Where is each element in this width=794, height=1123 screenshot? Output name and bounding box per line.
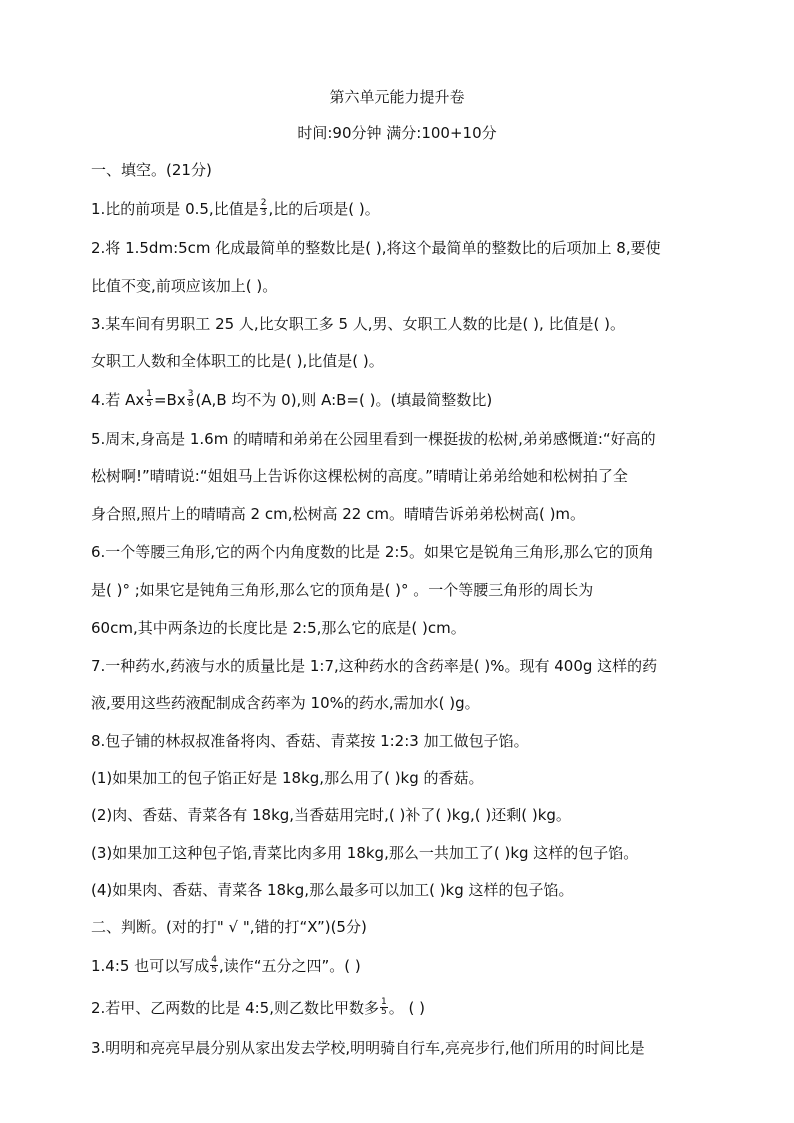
fraction-denominator: 5: [146, 399, 152, 409]
question-1-8-stem: 8.包子铺的林叔叔准备将肉、香菇、青菜按 1:2:3 加工做包子馅。: [91, 732, 529, 750]
q1-text-a: 1.比的前项是 0.5,比值是: [91, 200, 259, 218]
question-1-6-line3: 60cm,其中两条边的长度比是 2:5,那么它的底是( )cm。: [91, 619, 466, 637]
fraction-denominator: 3: [260, 208, 267, 218]
question-2-3-line1: 3.明明和亮亮早晨分别从家出发去学校,明明骑自行车,亮亮步行,他们所用的时间比是: [91, 1039, 645, 1057]
fraction: [210, 956, 218, 975]
fraction-numerator: 3: [187, 389, 194, 399]
question-2-1: [91, 954, 711, 978]
q4-text-b: =Bx: [153, 391, 186, 409]
section-1-heading: 一、填空。(21分): [91, 161, 212, 179]
question-1-5-line3: 身合照,照片上的晴晴高 2 cm,松树高 22 cm。晴晴告诉弟弟松树高( )m。: [91, 505, 586, 523]
question-1-2-line2: 比值不变,前项应该加上( )。: [91, 277, 278, 295]
q1-text-b: ,比的后项是( )。: [268, 200, 380, 218]
question-1-8-sub1: (1)如果加工的包子馅正好是 18kg,那么用了( )kg 的香菇。: [91, 769, 484, 787]
question-1-8-sub4: (4)如果肉、香菇、青菜各 18kg,那么最多可以加工( )kg 这样的包子馅。: [91, 881, 574, 899]
fraction: [260, 199, 268, 218]
question-1-5-line2: 松树啊!”晴晴说:“姐姐马上告诉你这棵松树的高度。”晴晴让弟弟给她和松树拍了全: [91, 467, 628, 485]
s2q2-text-b: 。 ( ): [388, 999, 425, 1017]
fraction-denominator: 5: [381, 1007, 387, 1017]
question-1-7-line2: 液,要用这些药液配制成含药率为 10%的药水,需加水( )g。: [91, 694, 480, 712]
fraction: [187, 390, 195, 409]
s2q2-text-a: 2.若甲、乙两数的比是 4:5,则乙数比甲数多: [91, 999, 379, 1017]
fraction-denominator: 8: [187, 399, 194, 409]
exam-subtitle: 时间:90分钟 满分:100+10分: [297, 124, 497, 142]
question-1-2-line1: 2.将 1.5dm:5cm 化成最简单的整数比是( ),将这个最简单的整数比的后项加上 8,要使: [91, 239, 661, 257]
page-title: 第六单元能力提升卷: [329, 88, 465, 106]
fraction-numerator: 4: [211, 955, 217, 965]
fraction-numerator: 1: [381, 997, 387, 1007]
fraction: [380, 998, 388, 1017]
fraction-denominator: 5: [211, 965, 217, 975]
fraction-numerator: 2: [260, 198, 267, 208]
q4-text-c: (A,B 均不为 0),则 A:B=( )。(填最简整数比): [195, 391, 493, 409]
question-1-6-line1: 6.一个等腰三角形,它的两个内角度数的比是 2:5。如果它是锐角三角形,那么它的顶角: [91, 543, 654, 561]
question-1-1: [91, 197, 711, 221]
question-2-2: [91, 996, 711, 1020]
question-1-8-sub2: (2)肉、香菇、青菜各有 18kg,当香菇用完时,( )补了( )kg,( )还剩( )kg。: [91, 806, 571, 824]
q4-text-a: 4.若 Ax: [91, 391, 145, 409]
question-1-3-line2: 女职工人数和全体职工的比是( ),比值是( )。: [91, 352, 384, 370]
question-1-7-line1: 7.一种药水,药液与水的质量比是 1:7,这种药水的含药率是( )%。现有 400g 这样的药: [91, 657, 658, 675]
fraction-numerator: 1: [146, 389, 152, 399]
question-1-5-line1: 5.周末,身高是 1.6m 的晴晴和弟弟在公园里看到一棵挺拔的松树,弟弟感慨道:“好高的: [91, 430, 656, 448]
fraction: [145, 390, 153, 409]
question-1-6-line2: 是( )° ;如果它是钝角三角形,那么它的顶角是( )° 。一个等腰三角形的周长为: [91, 581, 594, 599]
section-2-heading: 二、判断。(对的打" √ ",错的打“X”)(5分): [91, 918, 367, 936]
question-1-8-sub3: (3)如果加工这种包子馅,青菜比肉多用 18kg,那么一共加工了( )kg 这样的包子馅。: [91, 844, 639, 862]
s2q1-text-a: 1.4:5 也可以写成: [91, 957, 210, 975]
question-1-4: [91, 388, 711, 412]
s2q1-text-b: ,读作“五分之四”。( ): [218, 957, 361, 975]
question-1-3-line1: 3.某车间有男职工 25 人,比女职工多 5 人,男、女职工人数的比是( ), 比值是( )。: [91, 315, 626, 333]
